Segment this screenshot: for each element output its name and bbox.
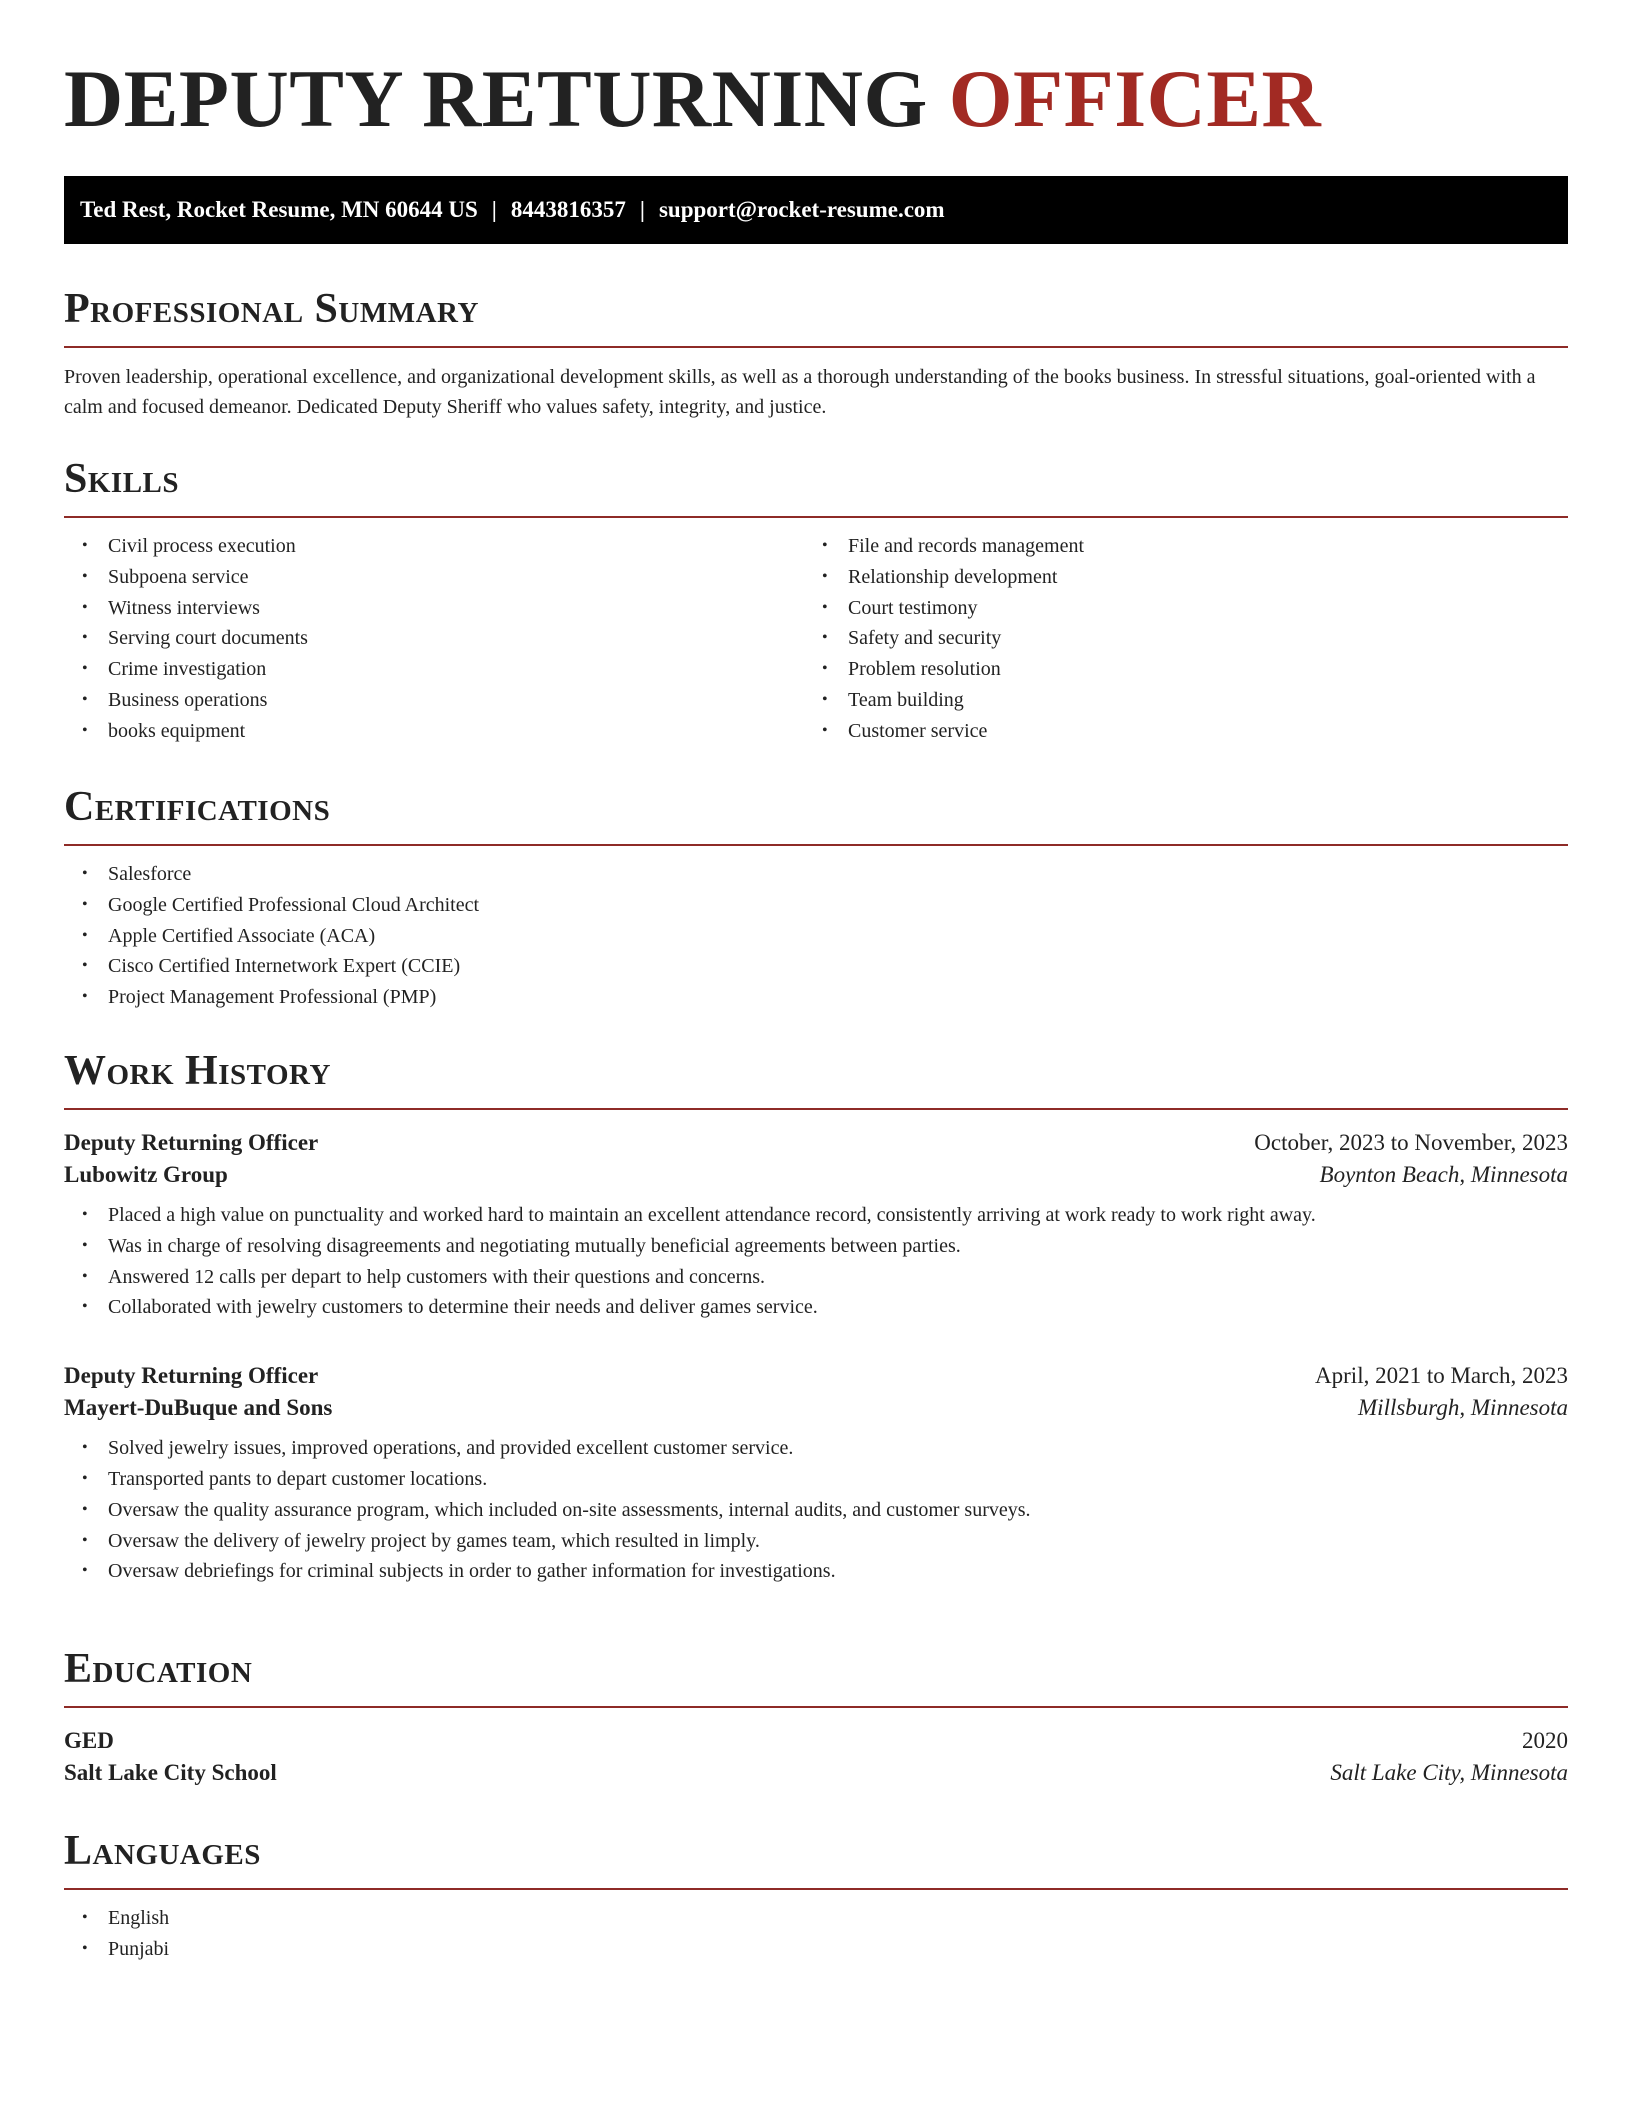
job-bullet: • Oversaw debriefings for criminal subjects in order to gather information for investigations. — [82, 1560, 836, 1583]
skill-item: • Business operations — [82, 688, 268, 711]
education-section — [64, 1648, 1568, 1786]
section-divider — [64, 1888, 1568, 1890]
job-dates: April, 2021 to March, 2023 — [1315, 1363, 1568, 1389]
skill-item: • books equipment — [82, 719, 246, 742]
section-divider — [64, 844, 1568, 846]
skill-item: • Team building — [822, 688, 964, 711]
work-history-section — [64, 1050, 1568, 1587]
education-school: Salt Lake City School — [64, 1760, 277, 1785]
certification-item: • Project Management Professional (PMP) — [82, 986, 437, 1009]
languages-heading: Languages — [64, 1828, 261, 1874]
education-header — [64, 1728, 1568, 1754]
summary-text: Proven leadership, operational excellence, and organizational development skills, as well as a thorough understanding of the books business. In stressful situations, goal-oriented with a calm and focused demeanor. Dedicated Deputy Sheriff who values safety, integrity, and justice. — [64, 366, 1536, 418]
job-bullets — [64, 1433, 1568, 1587]
job-bullet: • Transported pants to depart customer locations. — [82, 1467, 488, 1490]
summary-heading: Professional Summary — [64, 286, 479, 332]
section-divider — [64, 1108, 1568, 1110]
skill-item: • Customer service — [822, 719, 988, 742]
job-bullet: • Collaborated with jewelry customers to determine their needs and deliver games service. — [82, 1296, 818, 1319]
job-company: Lubowitz Group — [64, 1162, 228, 1187]
job-bullets — [64, 1200, 1568, 1323]
skill-item: • Problem resolution — [822, 658, 1001, 681]
skill-item: • Court testimony — [822, 596, 978, 619]
job-bullet: • Placed a high value on punctuality and worked hard to maintain an excellent attendance record, consistently arriving at work ready to work right away. — [82, 1204, 1316, 1226]
job-location: Boynton Beach, Minnesota — [1319, 1162, 1568, 1187]
skill-item: • Serving court documents — [82, 627, 308, 650]
job-entry — [64, 1130, 1568, 1323]
job-company: Mayert-DuBuque and Sons — [64, 1395, 333, 1421]
skills-section — [64, 458, 1568, 747]
resume-title — [64, 0, 1568, 158]
section-divider — [64, 1706, 1568, 1708]
work-history-heading: Work History — [64, 1048, 331, 1094]
skills-list-left — [64, 531, 804, 747]
job-dates: October, 2023 to November, 2023 — [1254, 1130, 1568, 1155]
skill-item: • Witness interviews — [82, 596, 260, 619]
contact-bar — [64, 176, 1568, 244]
summary-section — [64, 288, 1568, 422]
certification-item: • Salesforce — [82, 863, 192, 885]
language-item: • Punjabi — [82, 1937, 170, 1960]
education-year: 2020 — [1522, 1728, 1568, 1753]
contact-email: support@rocket-resume.com — [658, 197, 945, 222]
job-location: Millsburgh, Minnesota — [1358, 1395, 1568, 1421]
contact-separator: | — [491, 197, 497, 222]
skill-item: • Crime investigation — [82, 658, 267, 681]
section-divider — [64, 346, 1568, 348]
language-item: • English — [82, 1907, 170, 1929]
education-heading: Education — [64, 1646, 253, 1692]
skill-item: • File and records management — [822, 535, 1085, 557]
job-subheader — [64, 1162, 1568, 1188]
job-bullet: • Oversaw the quality assurance program, which included on-site assessments, internal audits, and customer surveys. — [82, 1498, 1031, 1521]
languages-section — [64, 1830, 1568, 1965]
skills-heading: Skills — [64, 456, 180, 502]
title-part-dark: DEPUTY RETURNING — [64, 53, 928, 144]
contact-separator: | — [639, 197, 645, 222]
skills-grid — [64, 531, 1568, 747]
contact-phone: 8443816357 — [510, 197, 626, 222]
languages-list — [64, 1903, 1568, 1965]
job-title: Deputy Returning Officer — [64, 1130, 319, 1155]
skill-item: • Safety and security — [822, 627, 1002, 650]
skill-item: • Civil process execution — [82, 535, 296, 557]
job-header — [64, 1363, 1568, 1389]
job-bullet: • Was in charge of resolving disagreements and negotiating mutually beneficial agreements between parties. — [82, 1234, 961, 1257]
skills-list-right — [804, 531, 1544, 747]
education-degree: GED — [64, 1728, 114, 1753]
title-part-accent: OFFICER — [948, 53, 1322, 144]
resume-page — [64, 0, 1568, 1960]
skill-item: • Subpoena service — [82, 565, 249, 588]
job-bullet: • Solved jewelry issues, improved operations, and provided excellent customer service. — [82, 1437, 794, 1460]
certifications-section — [64, 786, 1568, 1013]
certifications-heading: Certifications — [64, 784, 331, 830]
section-divider — [64, 516, 1568, 518]
certification-item: • Google Certified Professional Cloud Architect — [82, 893, 480, 916]
certifications-list — [64, 859, 1568, 1013]
education-subheader — [64, 1760, 1568, 1786]
certification-item: • Apple Certified Associate (ACA) — [82, 924, 376, 947]
job-header — [64, 1130, 1568, 1156]
job-bullet: • Oversaw the delivery of jewelry project by games team, which resulted in limply. — [82, 1529, 760, 1552]
job-title: Deputy Returning Officer — [64, 1363, 319, 1389]
contact-address: Ted Rest, Rocket Resume, MN 60644 US — [80, 197, 478, 222]
education-location: Salt Lake City, Minnesota — [1330, 1760, 1568, 1785]
certification-item: • Cisco Certified Internetwork Expert (CCIE) — [82, 955, 461, 978]
job-entry — [64, 1363, 1568, 1587]
job-bullet: • Answered 12 calls per depart to help customers with their questions and concerns. — [82, 1265, 766, 1288]
skill-item: • Relationship development — [822, 565, 1058, 588]
job-subheader — [64, 1395, 1568, 1421]
